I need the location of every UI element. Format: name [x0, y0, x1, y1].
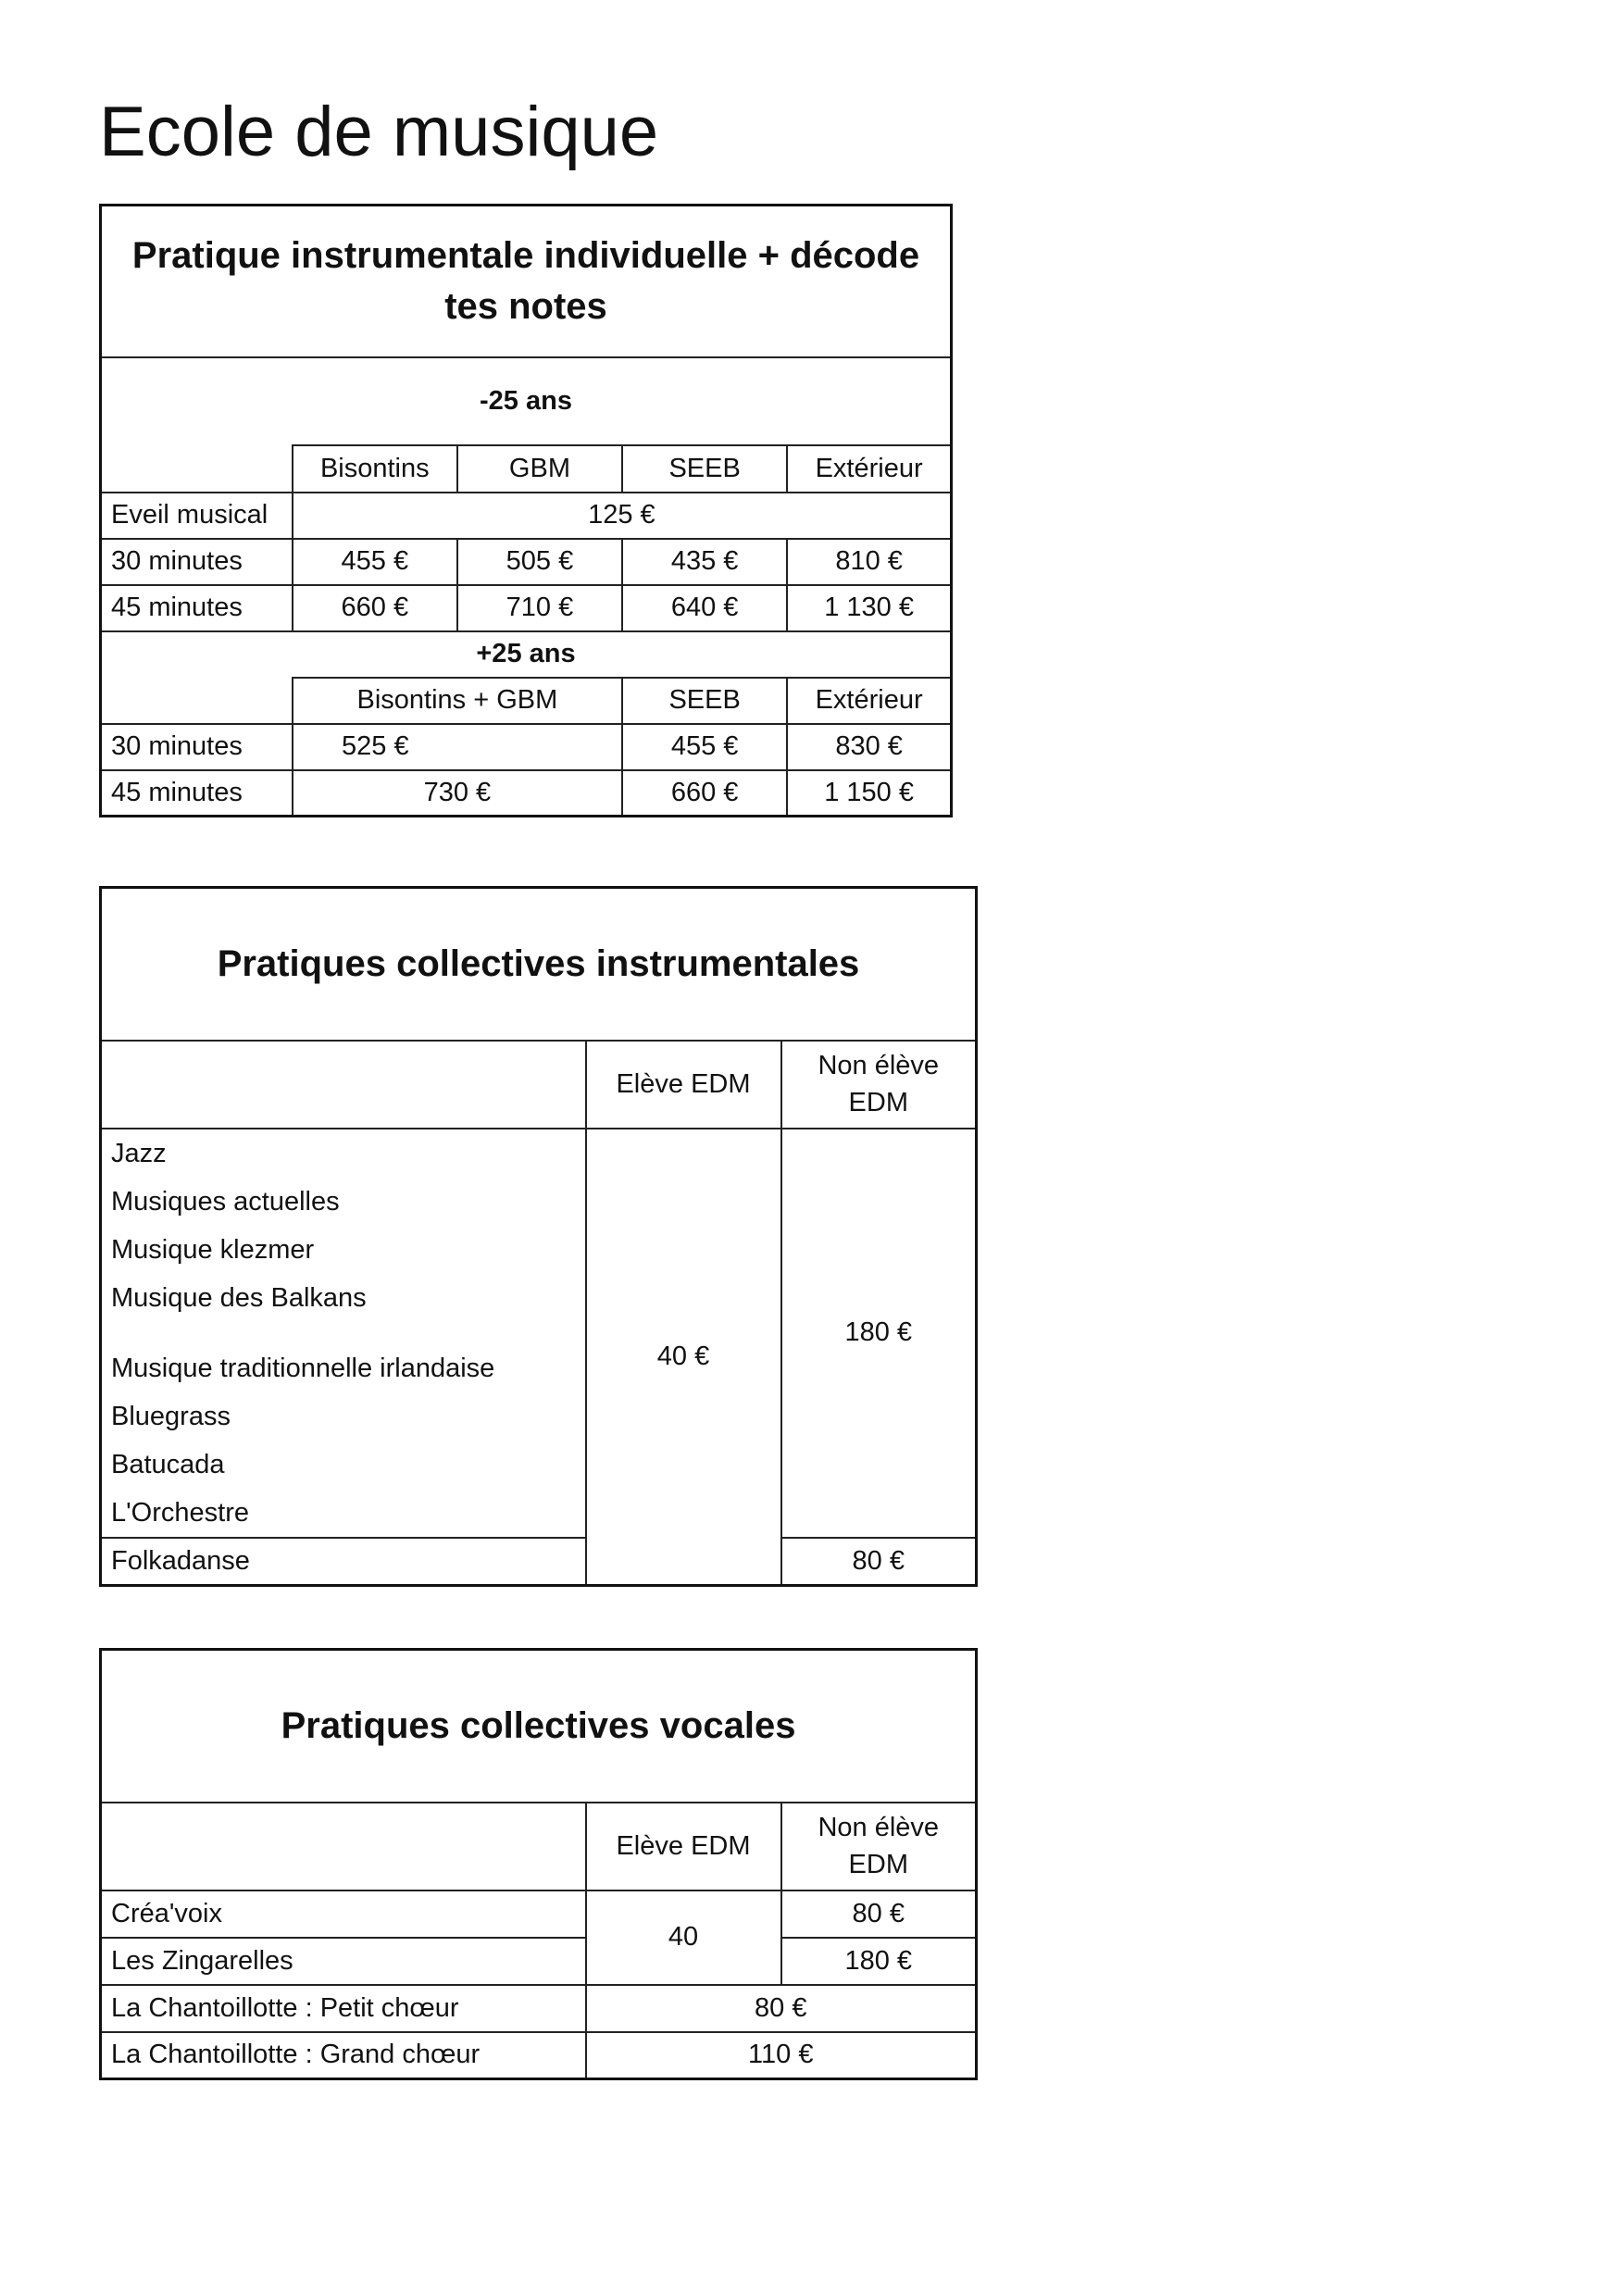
price-cell: 40: [586, 1890, 781, 1985]
price-cell: 125 €: [293, 493, 952, 539]
column-header: GBM: [457, 445, 622, 493]
price-cell: 505 €: [457, 539, 622, 585]
column-header: SEEB: [622, 445, 787, 493]
column-header: Extérieur: [787, 678, 951, 724]
price-cell: 730 €: [293, 770, 622, 817]
price-cell: 80 €: [586, 1985, 977, 2032]
price-cell: 455 €: [293, 539, 457, 585]
row-label: 30 minutes: [101, 539, 293, 585]
age-group-header-over25: +25 ans: [101, 631, 952, 678]
price-cell: 640 €: [622, 585, 787, 631]
row-label: Eveil musical: [101, 493, 293, 539]
age-group-header-under25: -25 ans: [480, 385, 572, 416]
row-label: Les Zingarelles: [101, 1938, 586, 1985]
row-label: Créa'voix: [101, 1890, 586, 1938]
list-item: L'Orchestre: [111, 1497, 249, 1528]
collective-vocal-table: [99, 1648, 978, 2080]
price-cell: 830 €: [787, 724, 951, 770]
price-cell: 660 €: [622, 770, 787, 817]
table-title: Pratiques collectives vocales: [101, 1650, 977, 1803]
list-item: Musiques actuelles: [111, 1186, 340, 1217]
price-cell: 710 €: [457, 585, 622, 631]
price-cell: 80 €: [781, 1538, 977, 1586]
price-cell: 455 €: [622, 724, 787, 770]
table-title: Pratique instrumentale individuelle + décode tes notes: [101, 206, 952, 357]
price-cell: 180 €: [781, 1938, 977, 1985]
column-header: Elève EDM: [586, 1041, 781, 1129]
list-item: Musique traditionnelle irlandaise: [111, 1353, 495, 1383]
column-header: SEEB: [622, 678, 787, 724]
activity-list: [101, 1129, 586, 1538]
collective-instrumental-table: [99, 886, 978, 1587]
list-item: Bluegrass: [111, 1401, 231, 1431]
price-cell: 80 €: [781, 1890, 977, 1938]
price-cell: 1 150 €: [787, 770, 951, 817]
table-title: Pratiques collectives instrumentales: [101, 888, 977, 1041]
list-item: Jazz: [111, 1138, 167, 1168]
price-cell: 40 €: [586, 1129, 781, 1586]
column-header: Bisontins + GBM: [293, 678, 622, 724]
price-cell: 180 €: [781, 1129, 977, 1538]
column-header: Extérieur: [787, 445, 951, 493]
page-title: Ecole de musique: [99, 93, 659, 171]
column-header: Bisontins: [293, 445, 457, 493]
row-label: 45 minutes: [101, 585, 293, 631]
price-cell: 810 €: [787, 539, 951, 585]
row-label: 30 minutes: [101, 724, 293, 770]
list-item: Musique des Balkans: [111, 1282, 367, 1313]
row-label: La Chantoillotte : Petit chœur: [101, 1985, 586, 2032]
price-cell: 660 €: [293, 585, 457, 631]
price-cell: 1 130 €: [787, 585, 951, 631]
column-header: Elève EDM: [586, 1803, 781, 1890]
individual-practice-table: [99, 204, 953, 817]
list-item: Musique klezmer: [111, 1234, 315, 1265]
row-label: Folkadanse: [101, 1538, 586, 1586]
column-header: Non élève EDM: [781, 1803, 977, 1890]
price-cell: 110 €: [586, 2032, 977, 2079]
row-label: La Chantoillotte : Grand chœur: [101, 2032, 586, 2079]
column-header: Non élève EDM: [781, 1041, 977, 1129]
row-label: 45 minutes: [101, 770, 293, 817]
price-cell: 525 €: [293, 724, 457, 770]
price-cell: 435 €: [622, 539, 787, 585]
list-item: Batucada: [111, 1449, 225, 1479]
